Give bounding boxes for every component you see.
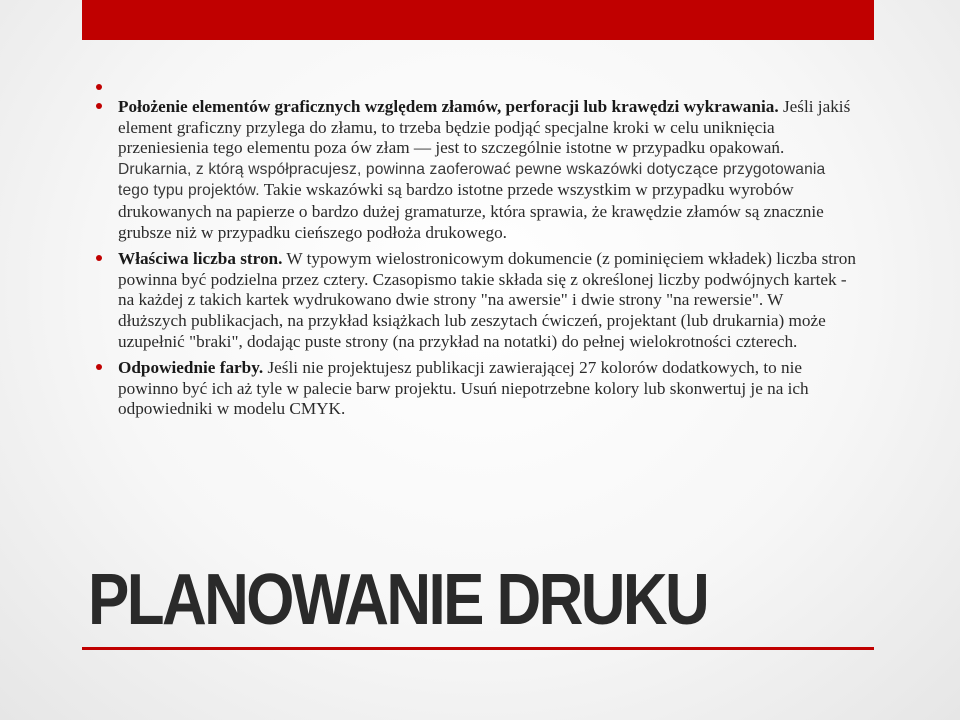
bullet-dot-icon (96, 364, 102, 370)
bullet-dot-icon (96, 255, 102, 261)
bullet-text: Jeśli nie projektujesz publikacji zawierającej 27 kolorów dodatkowych, to nie powinno być ich aż tyle w palecie barw projektu. Usuń niepotrzebne kolory lub skonwertuj je na ich odpowiedniki w modelu CMYK. (118, 358, 809, 419)
bullet-lead: Odpowiednie farby. (118, 358, 264, 378)
bullet-text: Takie wskazówki są bardzo istotne przede wszystkim w przypadku wyrobów drukowanych na papierze o bardzo dużej gramaturze, która sprawia, że krawędzie złamów są znacznie grubsze niż w przypadku cieńszego podłoża drukowego. (118, 180, 824, 242)
bullet-lead: Położenie elementów graficznych względem złamów, perforacji lub krawędzi wykrawania. (118, 97, 779, 116)
bottom-accent-rule (82, 647, 874, 650)
slide-title: PLANOWANIE DRUKU (88, 560, 708, 640)
bullet-text-sans: Drukarnia, z którą współpracujesz, powinna zaoferować pewne wskazówki dotyczące przygotowania tego typu projektów. (118, 160, 826, 200)
em-dash: — (413, 138, 432, 158)
bullet-list (96, 78, 856, 420)
bullet-item-inks (96, 358, 856, 420)
bullet-text: Jeśli jakiś element graficzny przylega do złamu, to trzeba będzie podjąć specjalne kroki w celu uniknięcia przeniesienia tego elementu poza ów złam (118, 97, 851, 158)
bullet-lead: Właściwa liczba stron. (118, 249, 283, 269)
bullet-item-page-count (96, 249, 856, 352)
bullet-text: jest to szczególnie istotne w przypadku opakowań. (431, 138, 785, 158)
empty-bullet (96, 78, 856, 97)
bullet-item-graphics-placement (96, 97, 856, 243)
top-accent-bar (82, 0, 874, 40)
bullet-dot-icon (96, 84, 102, 90)
bullet-text: W typowym wielostronicowym dokumencie (z pominięciem wkładek) liczba stron powinna być podzielna przez cztery. Czasopismo takie składa się z określonej liczby podwójnych kartek - na każdej z takich kartek wydrukowano dwie strony "na awersie" i dwie strony "na rewersie". W dłuższych publikacjach, na przykład książkach lub zeszytach ćwiczeń, projektant (lub drukarnia) może uzupełnić "braki", dodając puste strony (na przykład na notatki) do pełnej wielokrotności czterech. (118, 249, 856, 351)
slide-body (96, 78, 856, 426)
bullet-dot-icon (96, 103, 102, 109)
